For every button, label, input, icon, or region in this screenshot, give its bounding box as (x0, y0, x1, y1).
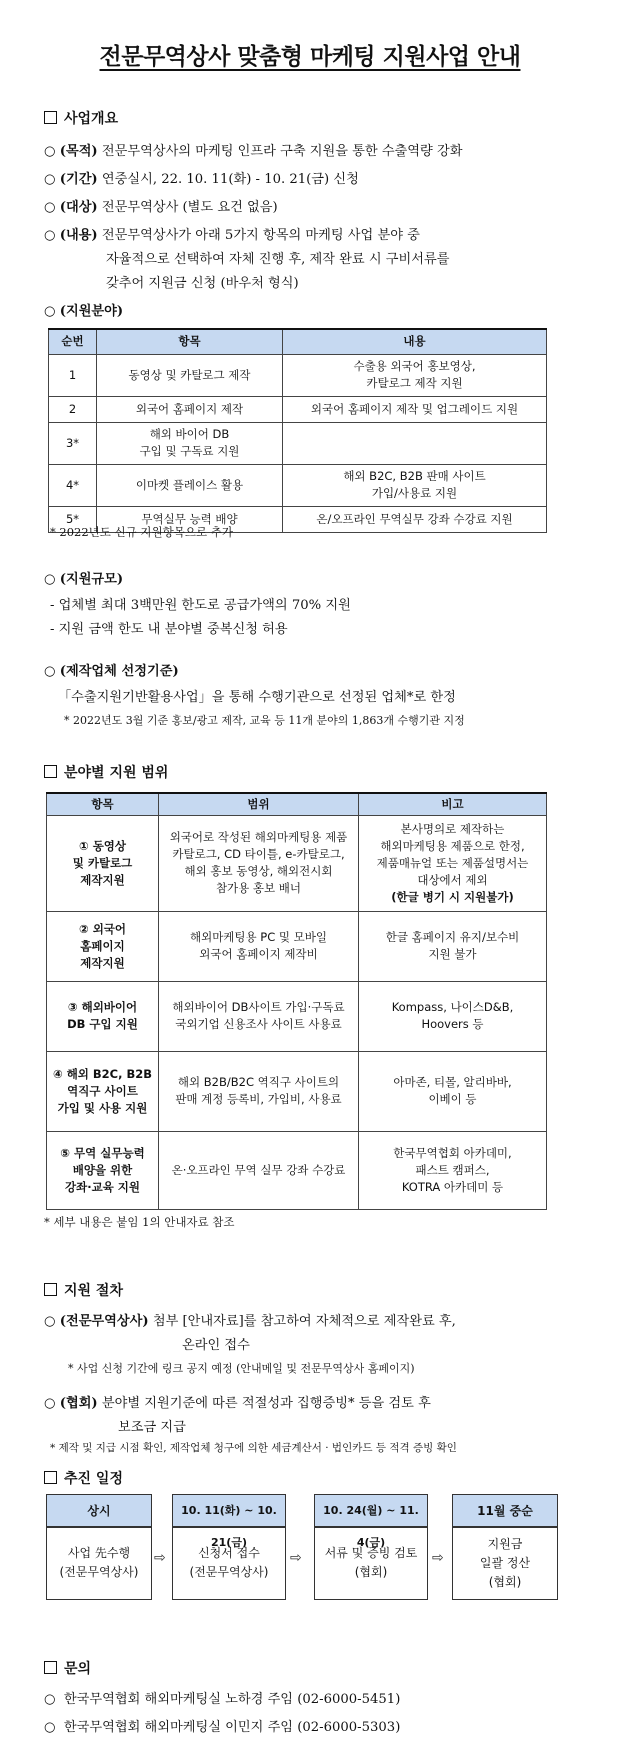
table-cell: 1 (49, 354, 97, 396)
procedure-association-line2: 보조금 지급 (118, 1420, 186, 1435)
schedule-step-1-head: 상시 (46, 1494, 152, 1528)
table-cell: 해외바이어 DB사이트 가입·구독료 국외기업 신용조사 사이트 사용료 (159, 981, 359, 1051)
arrow-right-icon: ⇨ (154, 1550, 166, 1566)
table-cell: 외국어로 작성된 해외마케팅용 제품 카탈로그, CD 타이틀, e-카탈로그, 해외 홍보 동영상, 해외전시회 참가용 홍보 배너 (159, 815, 359, 911)
section-label: 추진 일정 (64, 1471, 123, 1487)
overview-content-line3: 갖추어 지원금 신청 (바우처 형식) (106, 276, 299, 291)
note-bold-text: (한글 병기 시 지원불가) (391, 889, 514, 904)
table-cell: Kompass, 나이스D&B, Hoovers 등 (359, 981, 547, 1051)
schedule-step-3-body: 서류 및 증빙 검토 (협회) (314, 1526, 428, 1600)
item-key: (제작업체 선정기준) (59, 664, 179, 679)
contact-item-1 (44, 1688, 400, 1707)
bullet-icon: ○ (44, 144, 56, 159)
section-overview-heading (44, 108, 118, 128)
table-row (47, 911, 547, 981)
item-value: 전문무역상사의 마케팅 인프라 구축 지원을 통한 수출역량 강화 (101, 144, 463, 159)
contact-text: 한국무역협회 해외마케팅실 이민지 주임 (02-6000-5303) (63, 1720, 401, 1735)
table-row (49, 422, 547, 464)
vendor-line1: 「수출지원기반활용사업」을 통해 수행기관으로 선정된 업체*로 한정 (58, 690, 456, 705)
scope-footnote: * 세부 내용은 붙임 1의 안내자료 참조 (44, 1215, 235, 1229)
table-cell: 4* (49, 464, 97, 506)
item-value: 전문무역상사 (별도 요건 없음) (101, 200, 278, 215)
section-label: 지원 절차 (64, 1283, 123, 1299)
item-value: 첨부 [안내자료]를 참고하여 자체적으로 제작완료 후, (152, 1314, 456, 1329)
vendor-label (44, 660, 179, 679)
table-cell: 해외마케팅용 PC 및 모바일 외국어 홈페이지 제작비 (159, 911, 359, 981)
table-cell (359, 815, 547, 911)
section-label: 문의 (64, 1661, 92, 1677)
item-key: (지원분야) (59, 304, 124, 319)
arrow-right-icon: ⇨ (290, 1550, 302, 1566)
procedure-trader-note: * 사업 신청 기간에 링크 공지 예정 (안내메일 및 전문무역상사 홈페이지) (68, 1362, 415, 1375)
schedule-step-4-head: 11월 중순 (452, 1494, 558, 1528)
table-cell: 한글 홈페이지 유지/보수비 지원 불가 (359, 911, 547, 981)
section-scope-heading (44, 762, 168, 782)
table-row (47, 1131, 547, 1209)
schedule-step-1-body: 사업 先수행 (전문무역상사) (46, 1526, 152, 1600)
section-label: 사업개요 (64, 111, 119, 127)
bullet-icon: ○ (44, 664, 56, 679)
procedure-trader-line2: 온라인 접수 (182, 1338, 250, 1353)
bullet-icon: ○ (44, 228, 56, 243)
schedule-step-3-head: 10. 24(월) ~ 11. 4(금) (314, 1494, 428, 1528)
table-header: 항목 (97, 329, 283, 354)
table-cell: ③ 해외바이어 DB 구입 지원 (47, 981, 159, 1051)
table-cell (283, 422, 547, 464)
page-title: 전문무역상사 맞춤형 마케팅 지원사업 안내 (99, 44, 521, 70)
schedule-step-2-body: 신청서 접수 (전문무역상사) (172, 1526, 286, 1600)
table-cell: 온·오프라인 무역 실무 강좌 수강료 (159, 1131, 359, 1209)
table-cell: 외국어 홈페이지 제작 (97, 396, 283, 422)
table-cell: 5* (49, 506, 97, 532)
table-cell: 한국무역협회 아카데미, 패스트 캠퍼스, KOTRA 아카데미 등 (359, 1131, 547, 1209)
section-procedure-heading (44, 1280, 123, 1300)
overview-content (44, 224, 420, 243)
bullet-icon: ○ (44, 1396, 56, 1411)
bullet-icon: ○ (44, 172, 56, 187)
vendor-note: * 2022년도 3월 기준 홍보/광고 제작, 교육 등 11개 분야의 1,863개 수행기관 지정 (64, 714, 465, 727)
section-contact-heading (44, 1658, 91, 1678)
table-header: 항목 (47, 793, 159, 815)
table-cell: 온/오프라인 무역실무 강좌 수강료 지원 (283, 506, 547, 532)
checkbox-square-icon (44, 1661, 57, 1674)
overview-purpose (44, 140, 462, 159)
table-cell: 해외 B2C, B2B 판매 사이트 가입/사용료 지원 (283, 464, 547, 506)
item-key: (협회) (59, 1396, 98, 1411)
contact-text: 한국무역협회 해외마케팅실 노하경 주임 (02-6000-5451) (63, 1692, 401, 1707)
overview-period (44, 168, 359, 187)
table-header: 비고 (359, 793, 547, 815)
item-value: 전문무역상사가 아래 5가지 항목의 마케팅 사업 분야 중 (101, 228, 420, 243)
scale-line2: - 지원 금액 한도 내 분야별 중복신청 허용 (50, 622, 288, 637)
table-cell: 해외 바이어 DB 구입 및 구독료 지원 (97, 422, 283, 464)
bullet-icon: ○ (44, 1692, 56, 1707)
item-key: (전문무역상사) (59, 1314, 149, 1329)
item-value: 연중실시, 22. 10. 11(화) - 10. 21(금) 신청 (101, 172, 359, 187)
table-cell: 외국어 홈페이지 제작 및 업그레이드 지원 (283, 396, 547, 422)
table-cell: 3* (49, 422, 97, 464)
table-cell: ⑤ 무역 실무능력 배양을 위한 강좌·교육 지원 (47, 1131, 159, 1209)
item-value: 분야별 지원기준에 따른 적절성과 집행증빙* 등을 검토 후 (101, 1396, 431, 1411)
checkbox-square-icon (44, 111, 57, 124)
item-key: (기간) (59, 172, 98, 187)
table-header: 범위 (159, 793, 359, 815)
support-fields-label (44, 300, 123, 319)
table-row (47, 815, 547, 911)
table-row (49, 354, 547, 396)
bullet-icon: ○ (44, 1314, 56, 1329)
table-cell: 무역실무 능력 배양 (97, 506, 283, 532)
table-footnote: * 2022년도 신규 지원항목으로 추가 (50, 525, 233, 539)
scope-table (46, 792, 547, 1210)
section-label: 분야별 지원 범위 (64, 765, 169, 781)
table-cell: 동영상 및 카탈로그 제작 (97, 354, 283, 396)
procedure-association (44, 1392, 431, 1411)
item-key: (목적) (59, 144, 98, 159)
support-fields-table (48, 328, 547, 533)
table-cell: ④ 해외 B2C, B2B 역직구 사이트 가입 및 사용 지원 (47, 1051, 159, 1131)
bullet-icon: ○ (44, 572, 56, 587)
table-row (49, 396, 547, 422)
schedule-step-2-head: 10. 11(화) ~ 10. 21(금) (172, 1494, 286, 1528)
scale-line1: - 업체별 최대 3백만원 한도로 공급가액의 70% 지원 (50, 598, 351, 613)
table-cell: 수출용 외국어 홍보영상, 카탈로그 제작 지원 (283, 354, 547, 396)
item-key: (내용) (59, 228, 98, 243)
table-cell: ① 동영상 및 카탈로그 제작지원 (47, 815, 159, 911)
checkbox-square-icon (44, 1283, 57, 1296)
contact-item-2 (44, 1716, 400, 1735)
table-header: 내용 (283, 329, 547, 354)
table-cell: ② 외국어 홈페이지 제작지원 (47, 911, 159, 981)
overview-target (44, 196, 278, 215)
table-row (49, 464, 547, 506)
procedure-trader (44, 1310, 456, 1329)
overview-content-line2: 자율적으로 선택하여 자체 진행 후, 제작 완료 시 구비서류를 (106, 252, 450, 267)
checkbox-square-icon (44, 1471, 57, 1484)
bullet-icon: ○ (44, 200, 56, 215)
section-schedule-heading (44, 1468, 123, 1488)
item-key: (지원규모) (59, 572, 124, 587)
table-cell: 아마존, 티몰, 알리바바, 이베이 등 (359, 1051, 547, 1131)
bullet-icon: ○ (44, 304, 56, 319)
table-row (47, 1051, 547, 1131)
schedule-step-4-body: 지원금 일괄 정산 (협회) (452, 1526, 558, 1600)
table-row (47, 981, 547, 1051)
table-cell: 해외 B2B/B2C 역직구 사이트의 판매 계정 등록비, 가입비, 사용료 (159, 1051, 359, 1131)
table-cell: 2 (49, 396, 97, 422)
note-text: 본사명의로 제작하는 해외마케팅용 제품으로 한정, 제품매뉴얼 또는 제품설명서는 대상에서 제외 (376, 821, 529, 887)
table-cell: 이마켓 플레이스 활용 (97, 464, 283, 506)
bullet-icon: ○ (44, 1720, 56, 1735)
table-header: 순번 (49, 329, 97, 354)
checkbox-square-icon (44, 765, 57, 778)
item-key: (대상) (59, 200, 98, 215)
procedure-association-note: * 제작 및 지급 시점 확인, 제작업체 청구에 의한 세금계산서 · 법인카드 등 적격 증빙 확인 (50, 1442, 457, 1454)
arrow-right-icon: ⇨ (432, 1550, 444, 1566)
scale-label (44, 568, 123, 587)
